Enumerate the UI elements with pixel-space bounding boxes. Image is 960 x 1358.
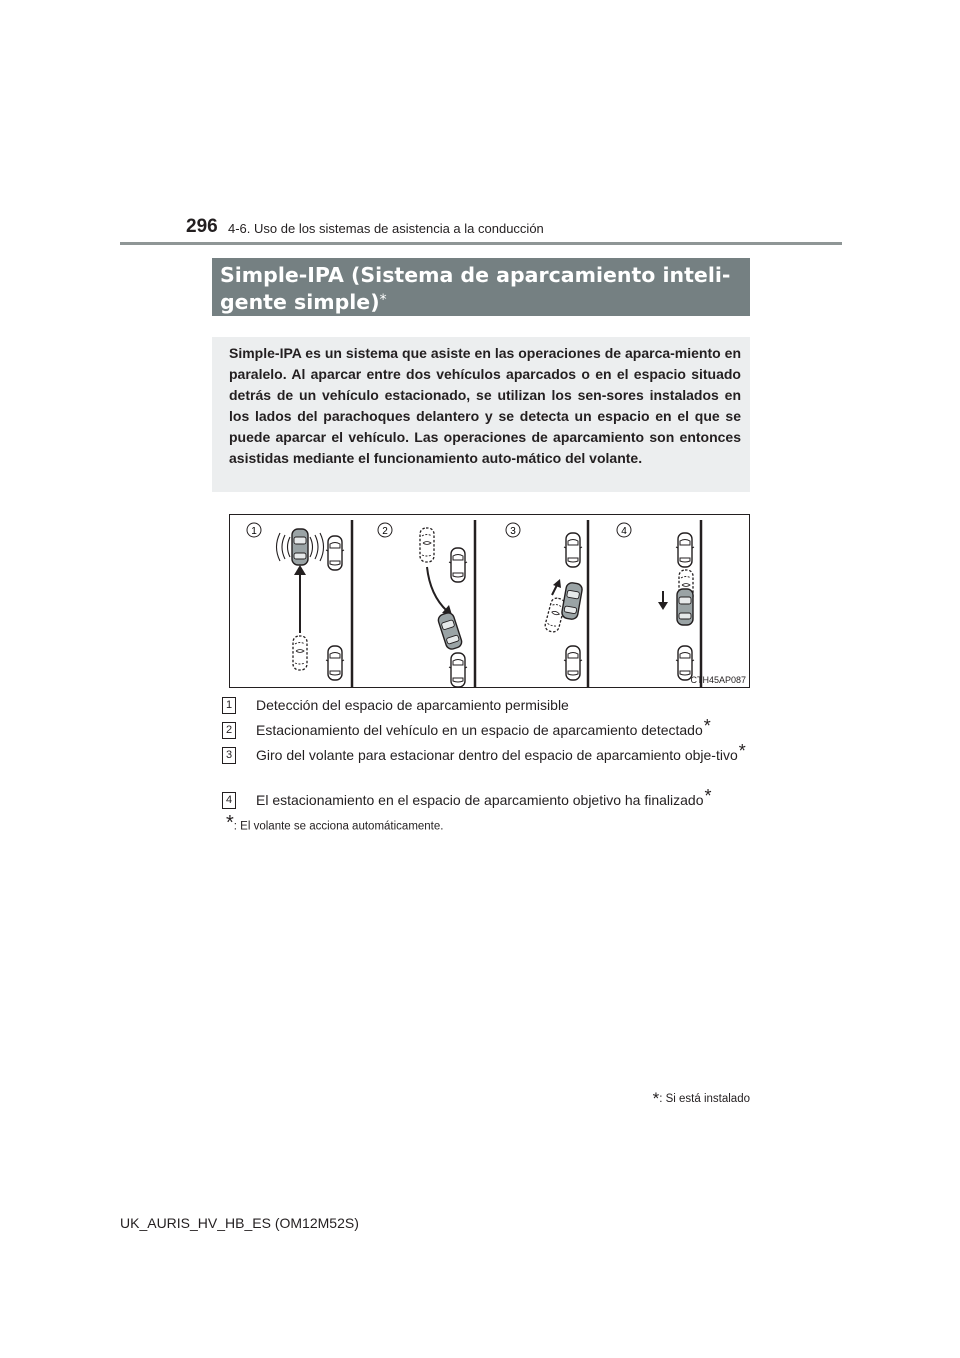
step-marker-3 [506, 523, 520, 537]
chapter-title: 4-6. Uso de los sistemas de asistencia a la conducción [228, 221, 544, 236]
legend-asterisk: * [738, 741, 746, 761]
installed-asterisk: * [652, 1089, 660, 1108]
figure-code: CTH45AP087 [690, 675, 746, 685]
parking-illustration [229, 514, 750, 688]
legend-number: 4 [222, 792, 236, 809]
installed-text: : Si está instalado [659, 1093, 750, 1105]
header-divider [120, 242, 842, 245]
legend-number: 2 [222, 722, 236, 739]
document-code: UK_AURIS_HV_HB_ES (OM12M52S) [120, 1215, 359, 1231]
parking-illustration-svg [230, 515, 751, 689]
legend-number: 1 [222, 697, 236, 714]
legend-text: Giro del volante para estacionar dentro del espacio de aparcamiento obje-tivo [256, 747, 738, 763]
legend-number: 3 [222, 747, 236, 764]
legend-list [222, 693, 762, 813]
legend-text: Estacionamiento del vehículo en un espacio de aparcamiento detectado [256, 722, 703, 738]
panel-4-finished [658, 533, 694, 680]
intro-text: Simple-IPA es un sistema que asiste en las operaciones de aparca-miento en paralelo. Al aparcar entre dos vehículos aparcados o en el espacio situado detrás de un vehículo estacionado, se utilizan los sen-sores instalados en los lados del parachoques delantero y se detecta un espacio en el que se puede aparcar el vehículo. Las operaciones de aparcamiento son entonces asistidas mediante el funcionamiento auto-mático del volante. [229, 345, 741, 466]
footnote [226, 812, 444, 838]
legend-item [222, 693, 762, 718]
step-marker-1 [247, 523, 261, 537]
legend-text: Detección del espacio de aparcamiento permisible [256, 697, 569, 713]
legend-item [222, 718, 762, 743]
footnote-asterisk: * [226, 812, 234, 834]
step-marker-2 [378, 523, 392, 537]
section-title-asterisk: * [379, 292, 387, 308]
legend-item [222, 788, 762, 813]
footnote-text: : El volante se acciona automáticamente. [233, 820, 444, 833]
legend-asterisk: * [703, 716, 711, 736]
step-marker-3-label: 3 [510, 526, 516, 537]
section-title-line1: Simple-IPA (Sistema de aparcamiento inteli- [220, 263, 731, 287]
step-marker-4-label: 4 [621, 526, 627, 537]
legend-text: El estacionamiento en el espacio de aparcamiento objetivo ha finalizado [256, 792, 704, 808]
legend-asterisk: * [704, 786, 712, 806]
panel-2-approach [420, 528, 467, 687]
page-number: 296 [186, 216, 218, 237]
step-marker-1-label: 1 [251, 526, 257, 537]
step-marker-4 [617, 523, 631, 537]
installed-note [653, 1087, 750, 1107]
panel-1-detection [277, 529, 345, 680]
section-title-line2: gente simple) [220, 290, 380, 314]
step-marker-2-label: 2 [382, 526, 388, 537]
intro-box [212, 337, 750, 492]
section-title-bar [212, 258, 750, 316]
legend-item [222, 743, 762, 788]
panel-3-steering [544, 533, 583, 680]
